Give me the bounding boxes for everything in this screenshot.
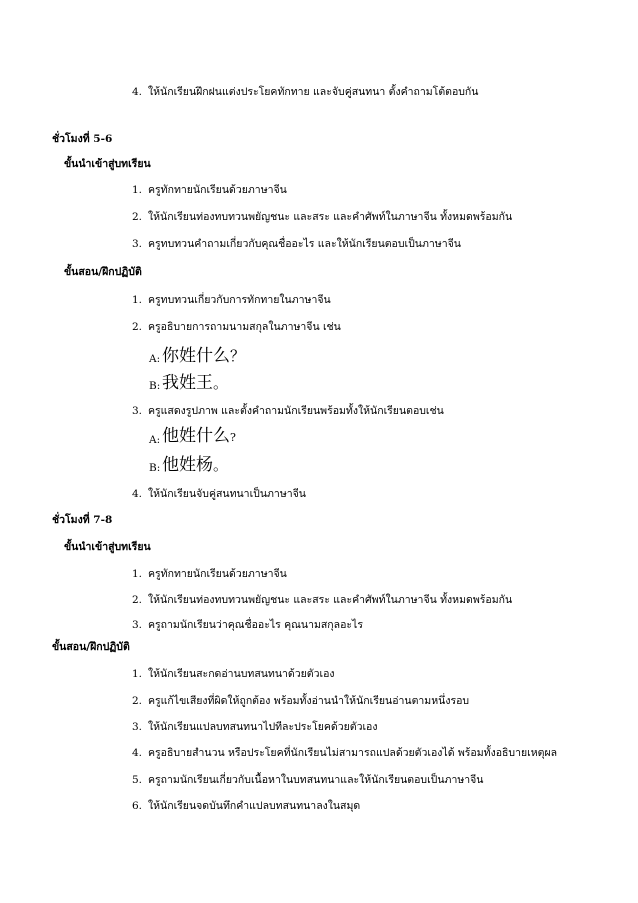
list-item-number: 1. [131, 184, 142, 196]
chinese-sentence: 你姓什么？ [162, 346, 246, 366]
period-5-6-intro-heading: ขั้นนำเข้าสู่บทเรียน [64, 158, 151, 170]
punctuation: 。 [213, 374, 229, 392]
list-item-number: 4. [131, 747, 142, 759]
list-item-number: 3. [131, 238, 142, 250]
list-item-text: ครูอธิบายสำนวน หรือประโยคที่นักเรียนไม่สามารถแปลด้วยตัวเองได้ พร้อมทั้งอธิบายเหตุผล [148, 747, 558, 759]
speaker-label: A: [149, 353, 161, 365]
speaker-label: B: [149, 380, 161, 392]
period-7-8-intro-heading: ขั้นนำเข้าสู่บทเรียน [64, 541, 151, 553]
list-item-text: ครูถามนักเรียนว่าคุณชื่ออะไร คุณนามสกุลอะไร [148, 619, 363, 631]
list-item-number: 2. [131, 594, 142, 606]
list-item-text: ให้นักเรียนจับคู่สนทนาเป็นภาษาจีน [148, 488, 306, 500]
list-item-number: 2. [131, 211, 142, 223]
list-item-text: ให้นักเรียนท่องทบทวนพยัญชนะ และสระ และคำศัพท์ในภาษาจีน ทั้งหมดพร้อมกัน [148, 594, 513, 606]
list-item-number: 3. [131, 721, 142, 733]
list-item-text: ครูทักทายนักเรียนด้วยภาษาจีน [148, 184, 287, 196]
list-item-text: ครูแสดงรูปภาพ และตั้งคำถามนักเรียนพร้อมทั้งให้นักเรียนตอบเช่น [148, 405, 444, 417]
list-item-number: 6. [131, 800, 142, 812]
list-item-number: 1. [131, 668, 142, 680]
list-item-text: ครูทบทวนเกี่ยวกับการทักทายในภาษาจีน [148, 294, 331, 306]
list-item-text: ครูทบทวนคำถามเกี่ยวกับคุณชื่ออะไร และให้นักเรียนตอบเป็นภาษาจีน [148, 238, 461, 250]
punctuation: ? [230, 431, 236, 444]
punctuation: ？ [230, 347, 246, 365]
list-item-text: ให้นักเรียนจดบันทึกคำแปลบทสนทนาลงในสมุด [148, 800, 361, 812]
list-item-number: 5. [131, 774, 142, 786]
list-item-text: ให้นักเรียนท่องทบทวนพยัญชนะ และสระ และคำศัพท์ในภาษาจีน ทั้งหมดพร้อมกัน [148, 211, 513, 223]
list-item-number: 4. [131, 86, 142, 98]
chinese-sentence: 我姓王。 [162, 373, 229, 393]
punctuation: 。 [213, 456, 229, 474]
chinese-sentence: 他姓杨。 [162, 455, 229, 475]
list-item-number: 1. [131, 294, 142, 306]
list-item-number: 4. [131, 488, 142, 500]
speaker-label: A: [149, 434, 161, 446]
list-item-text: ครูแก้ไขเสียงที่ผิดให้ถูกต้อง พร้อมทั้งอ่านนำให้นักเรียนอ่านตามหนึ่งรอบ [148, 695, 470, 707]
list-item-text: ให้นักเรียนแปลบทสนทนาไปทีละประโยคด้วยตัวเอง [148, 721, 378, 733]
list-item-number: 3. [131, 619, 142, 631]
speaker-label: B: [149, 462, 161, 474]
list-item-number: 2. [131, 321, 142, 333]
period-7-8-practice-heading: ขั้นสอน/ฝึกปฏิบัติ [52, 641, 130, 653]
period-7-8-title: ชั่วโมงที่ 7-8 [52, 514, 113, 526]
list-item-text: ครูอธิบายการถามนามสกุลในภาษาจีน เช่น [148, 321, 341, 333]
period-5-6-practice-heading: ขั้นสอน/ฝึกปฏิบัติ [64, 266, 142, 278]
list-item-text: ให้นักเรียนสะกดอ่านบทสนทนาด้วยตัวเอง [148, 668, 335, 680]
period-5-6-title: ชั่วโมงที่ 5-6 [52, 133, 113, 145]
list-item-number: 2. [131, 695, 142, 707]
list-item-text: ครูทักทายนักเรียนด้วยภาษาจีน [148, 568, 287, 580]
list-item-number: 1. [131, 568, 142, 580]
chinese-sentence: 他姓什么? [162, 426, 236, 446]
list-item-text: ให้นักเรียนฝึกฝนแต่งประโยคทักทาย และจับคู่สนทนา ตั้งคำถามโต้ตอบกัน [148, 86, 479, 98]
list-item-number: 3. [131, 405, 142, 417]
list-item-text: ครูถามนักเรียนเกี่ยวกับเนื้อหาในบทสนทนาและให้นักเรียนตอบเป็นภาษาจีน [148, 774, 484, 786]
